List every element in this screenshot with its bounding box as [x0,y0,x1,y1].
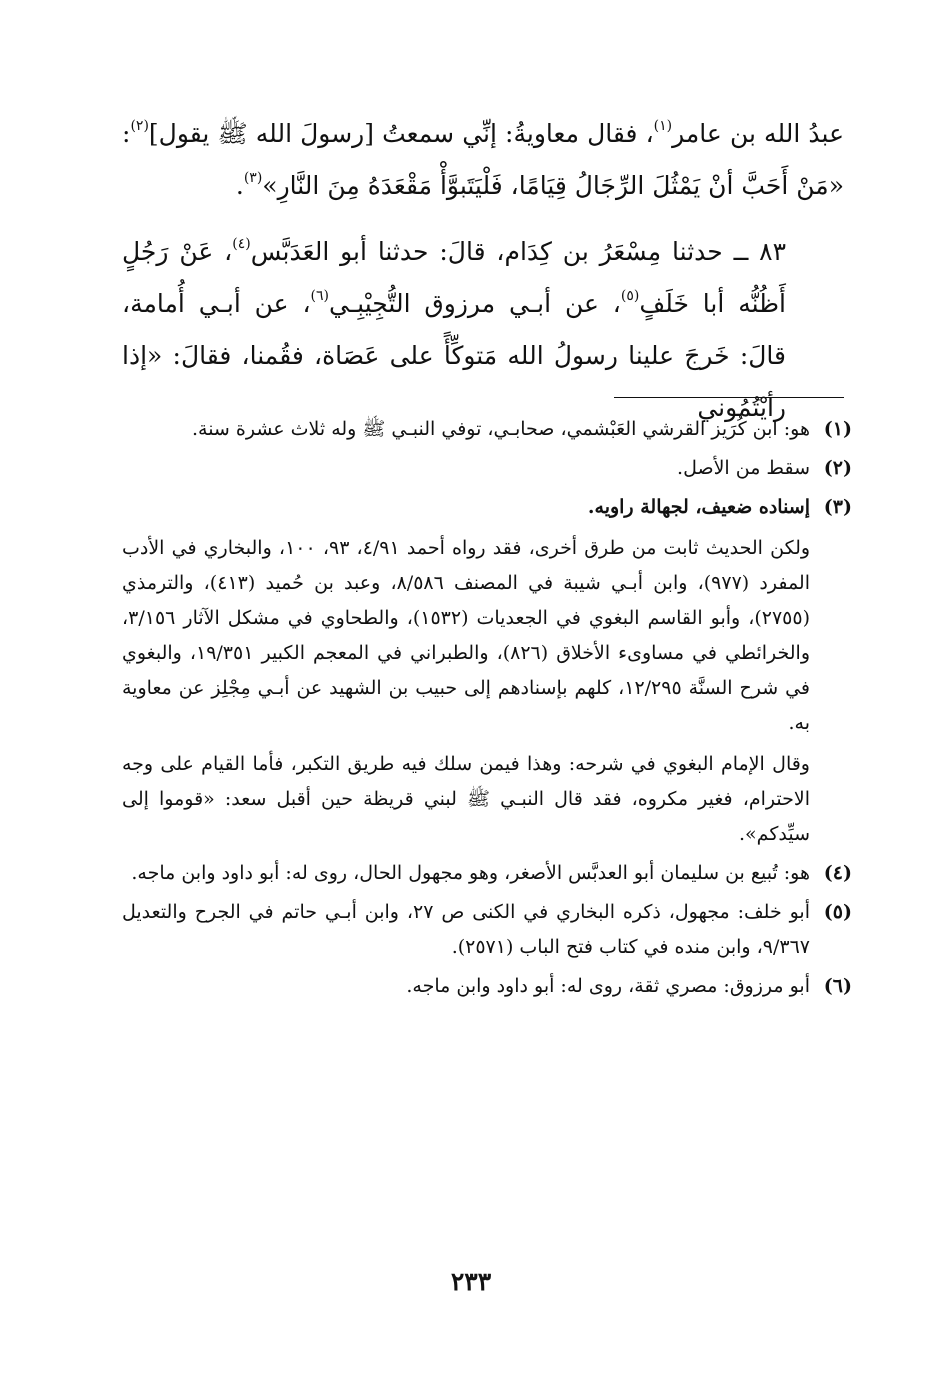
footnote-text: هو: ابن كُرَيز القرشي العَبْشمي، صحابـي، توفي النبـي ﷺ وله ثلاث عشرة سنة. [191,418,810,440]
footnote-text: سقط من الأصل. [677,457,810,479]
page-number: ٢٣٣ [450,1267,492,1296]
footnote-ref-4: (٤) [232,236,251,252]
footnote-1 [122,412,852,447]
footnote-5 [122,895,852,965]
footnote-body [122,490,810,852]
footnote-ref-2: (٢) [130,118,149,134]
footnote-number: (٦) [823,975,852,997]
footnote-number: (٤) [823,862,852,884]
footnote-body [122,969,810,1004]
footnote-text: أبو خلف: مجهول، ذكره البخاري في الكنى ص ٢٧، وابن أبـي حاتم في الجرح والتعديل ٩/٣٦٧، وابن منده في كتاب فتح الباب (٢٥٧١). [122,901,810,958]
main-text-segment: . [235,171,244,200]
main-text-segment: ، عَنْ رَجُلٍ أَظُنُّه أبا خَلَفٍ [122,237,786,318]
main-text-segment: ، عن أبـي أُمامة، قالَ: خَرجَ علينا رسولُ الله مَتوكِّأً على عَصَاة، فقُمنا، فقالَ: «إذا رأيْتُمُوني [122,289,786,422]
footnote-body [122,451,810,486]
footnote-body [122,412,810,447]
main-text-segment: ، فقال معاويةُ: إنِّي سمعتُ [رسولَ الله ﷺ يقول] [148,119,654,148]
footnote-number: (١) [823,418,852,440]
footnote-3 [122,490,852,852]
main-text-segment: ، عن أبـي مرزوق التُّجِيْبِـي [329,289,621,318]
main-text-segment: : «مَنْ أَحَبَّ أنْ يَمْثُلَ الرِّجَالُ قِيَامًا، فَلْيَتَبوَّأْ مَقْعَدَهُ مِنَ النَّارِ» [122,119,844,200]
footnote-text: هو: تُبيع بن سليمان أبو العدبَّس الأصغر، وهو مجهول الحال، روى له: أبو داود وابن ماجه. [131,862,810,884]
footnote-ref-3: (٣) [243,170,263,186]
footnote-text: وقال الإمام البغوي في شرحه: وهذا فيمن سلك فيه طريق التكبر، فأما القيام على وجه الاحترام، فغير مكروه، فقد قال النبـي ﷺ لبني قريظة حين أقبل سعد: «قوموا إلى سيِّدكم». [122,753,810,845]
footnote-ref-5: (٥) [620,288,640,304]
footnote-body [122,856,810,891]
footnote-number: (٥) [823,901,852,923]
main-paragraph-2 [122,226,844,434]
footnote-body [122,895,810,965]
footnote-separator [614,397,844,398]
footnote-number: (٣) [823,496,852,518]
footnote-ref-1: (١) [653,118,673,134]
footnotes [122,412,852,1008]
main-paragraph-1 [122,108,844,212]
footnote-6 [122,969,852,1004]
footnote-text: ولكن الحديث ثابت من طرق أخرى، فقد رواه أحمد ٤/٩١، ٩٣، ١٠٠، والبخاري في الأدب المفرد (٩٧٧)، وابن أبـي شيبة في المصنف ٨/٥٨٦، وعبد بن حُميد (٤١٣)، والترمذي (٢٧٥٥)، وأبو القاسم البغوي في الجعديات (١٥٣٢)، والطحاوي في مشكل الآثار ٣/١٥٦، والخرائطي في مساوىء الأخلاق (٨٢٦)، والطبراني في المعجم الكبير ١٩/٣٥١، والبغوي في شرح السنَّة ١٢/٢٩٥، كلهم بإسنادهم إلى حبيب بن الشهيد عن أبـي مِجْلِز عن معاوية به. [122,537,811,734]
main-text-segment: ٨٣ ــ حدثنا مِسْعَرُ بن كِدَام، قالَ: حدثنا أبو العَدَبَّس [250,237,786,266]
footnote-text: أبو مرزوق: مصري ثقة، روى له: أبو داود وابن ماجه. [406,975,810,997]
footnote-verdict: إسناده ضعيف، لجهالة راويه. [587,496,810,518]
footnote-4 [122,856,852,891]
footnote-number: (٢) [823,457,852,479]
footnote-ref-6: (٦) [310,288,330,304]
main-text-segment: عبدُ الله بن عامر [672,119,844,148]
footnote-2 [122,451,852,486]
main-text [122,108,844,434]
